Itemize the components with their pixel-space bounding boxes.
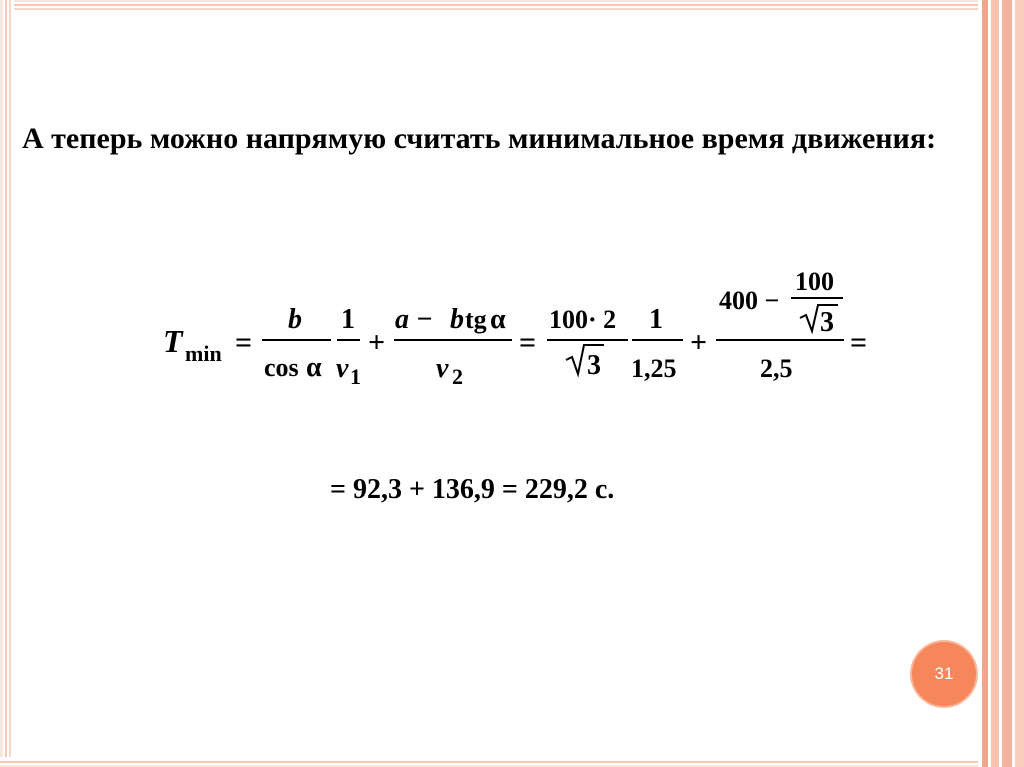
formula-100: 100 (795, 267, 834, 296)
formula-v1: v (336, 353, 349, 384)
result-line: = 92,3 + 136,9 = 229,2 с. (330, 474, 615, 505)
formula-100-times-2: 100· 2 (549, 305, 617, 334)
formula-one-2: 1 (649, 304, 663, 335)
formula-tg: tg (465, 305, 487, 334)
formula-equals-3: = (850, 326, 868, 359)
formula-three-2: 3 (820, 307, 834, 338)
formula-1-25: 1,25 (631, 354, 677, 383)
formula-b-2: b (450, 304, 464, 335)
formula-alpha-1: α (306, 352, 322, 383)
slide-text: А теперь можно напрямую считать минимальное время движения: (22, 122, 937, 155)
formula-v1-subscript: 1 (350, 364, 361, 389)
formula-alpha-2: α (490, 304, 506, 335)
formula-cos: cos (264, 353, 299, 382)
formula-plus-2: + (690, 326, 708, 359)
formula-three-1: 3 (587, 350, 601, 381)
formula-2-5: 2,5 (760, 354, 793, 383)
formula-v2: v (436, 353, 449, 384)
formula-400-minus: 400 − (719, 286, 780, 315)
formula-v2-subscript: 2 (452, 364, 463, 389)
formula-a-minus: a − (395, 304, 433, 335)
page-number-badge: 31 (912, 642, 976, 706)
formula-b: b (288, 304, 302, 335)
formula-equals-1: = (235, 326, 253, 359)
formula-one-1: 1 (341, 304, 355, 335)
formula-equals-2: = (519, 326, 537, 359)
formula-min-subscript: min (185, 341, 222, 366)
formula-t: T (163, 323, 183, 359)
formula-plus-1: + (368, 326, 386, 359)
